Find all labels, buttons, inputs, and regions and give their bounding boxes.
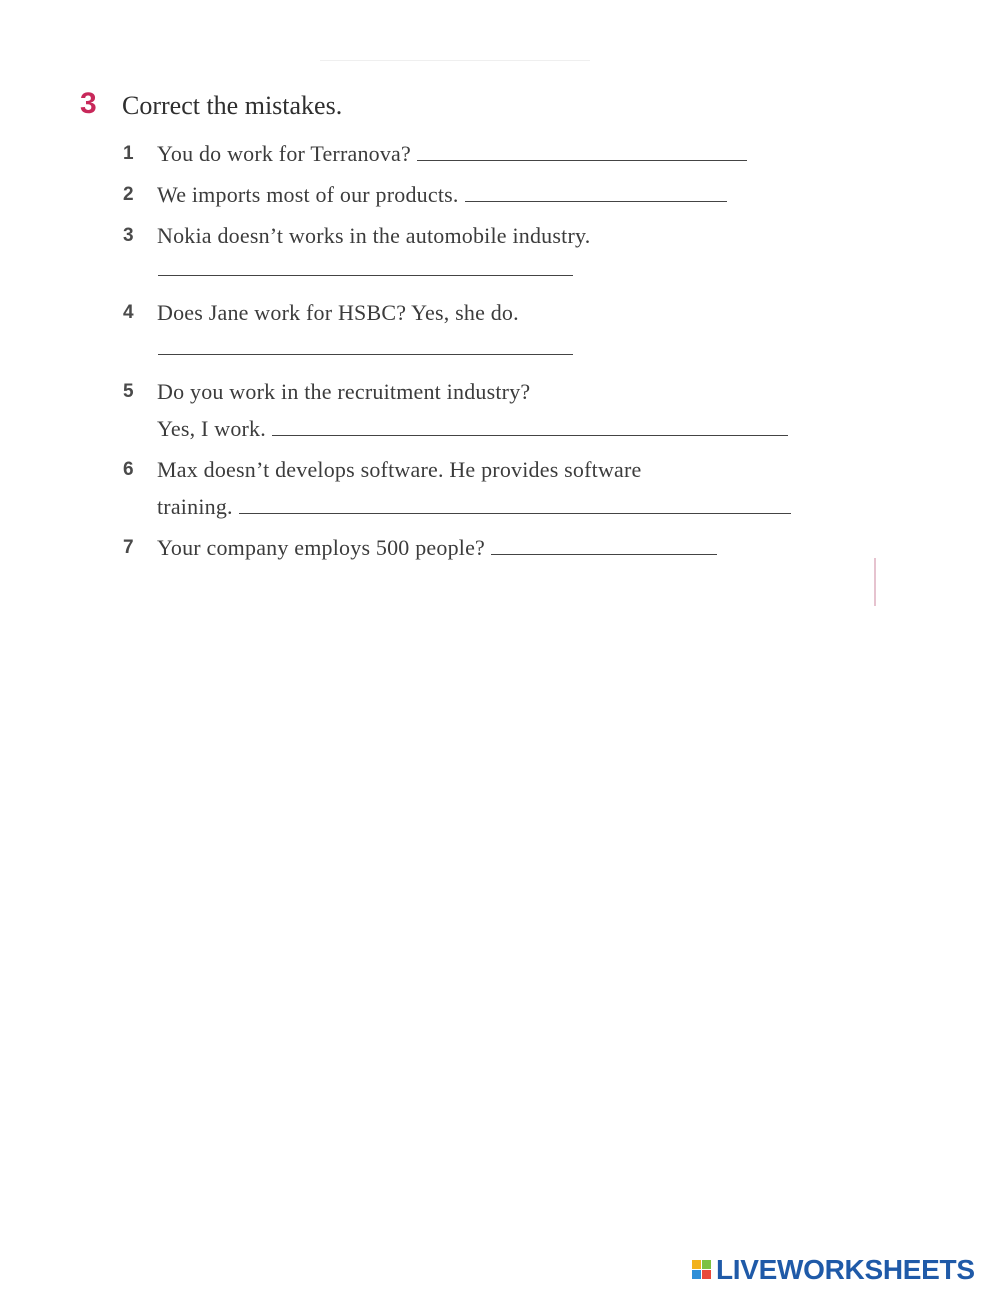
logo-text: LIVEWORKSHEETS [716,1254,975,1285]
item-line [157,373,820,410]
answer-blank-7[interactable] [491,534,717,555]
item-sentence-continued: training. [157,494,233,519]
liveworksheets-logo-icon [692,1260,712,1280]
item-sentence: Do you work in the recruitment industry? [157,379,531,404]
item-line-2 [157,488,820,525]
exercise-item-1 [120,135,820,172]
item-line [157,135,820,172]
answer-blank-3[interactable] [158,275,573,276]
exercise-number: 3 [80,87,97,120]
item-line [157,176,820,213]
item-sentence: Nokia doesn’t works in the automobile industry. [157,223,591,248]
item-sentence-continued: Yes, I work. [157,416,266,441]
item-number: 4 [123,302,134,323]
item-line-2 [157,410,820,447]
answer-blank-2[interactable] [465,181,727,202]
item-line [157,294,820,331]
item-number: 6 [123,459,134,480]
item-sentence: You do work for Terranova? [157,141,411,166]
exercise-item-7 [120,529,820,566]
item-sentence: Your company employs 500 people? [157,535,486,560]
exercise-item-4 [120,294,820,331]
page-top-divider [320,60,590,61]
answer-blank-6[interactable] [239,493,791,514]
exercise-item-6 [120,451,820,525]
item-number: 3 [123,225,134,246]
item-line [157,451,820,488]
exercise-item-2 [120,176,820,213]
exercise-title: Correct the mistakes. [122,91,343,120]
item-number: 7 [123,537,134,558]
answer-blank-4[interactable] [158,354,573,355]
item-number: 2 [123,184,134,205]
item-line [157,529,820,566]
item-number: 5 [123,381,134,402]
item-line [157,217,820,254]
exercise-item-3 [120,217,820,254]
answer-blank-5[interactable] [272,415,788,436]
item-sentence: Does Jane work for HSBC? Yes, she do. [157,300,519,325]
answer-blank-1[interactable] [417,140,747,161]
item-sentence: Max doesn’t develops software. He provides software [157,457,642,482]
item-sentence: We imports most of our products. [157,182,459,207]
item-number: 1 [123,143,134,164]
page-edge-mark [874,558,876,606]
exercise-item-5 [120,373,820,447]
liveworksheets-logo [692,1254,975,1286]
